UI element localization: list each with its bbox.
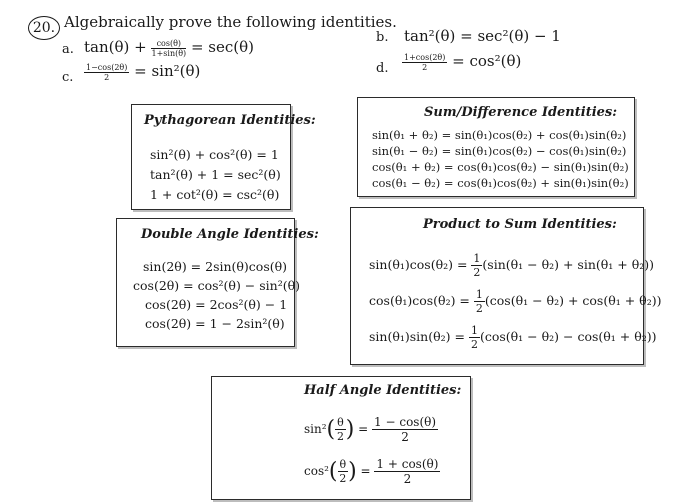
sum-difference-line-1: sin(θ₁ + θ₂) = sin(θ₁)cos(θ₂) + cos(θ₁)sin(θ₂) — [372, 128, 627, 142]
half-angle-line-2-frac — [374, 457, 440, 486]
half-angle-line-1-frac — [372, 415, 438, 444]
half-angle-line-2-den: 2 — [403, 472, 412, 486]
part-d-frac-den: 2 — [422, 62, 428, 72]
product-to-sum-title: Product to Sum Identities: — [423, 217, 617, 232]
pts-line-1-lhs: sin(θ₁)cos(θ₂) = — [369, 257, 468, 272]
product-to-sum-identities-box — [350, 207, 662, 365]
part-c-frac-den: 2 — [104, 72, 110, 82]
pts-line-1-rhs: (sin(θ₁ − θ₂) + sin(θ₁ + θ₂)) — [482, 257, 655, 272]
part-d-fraction — [402, 53, 447, 72]
half-angle-identities-box — [211, 376, 471, 500]
part-a-expression — [84, 38, 254, 58]
double-angle-line-3: cos(2θ) = 2cos²(θ) − 1 — [145, 297, 288, 312]
pts-line-2-half-num: 1 — [475, 288, 483, 301]
pythagorean-line-1: sin²(θ) + cos²(θ) = 1 — [150, 147, 279, 162]
half-angle-line-2-fn: cos² — [304, 464, 329, 478]
pythagorean-line-3: 1 + cot²(θ) = csc²(θ) — [150, 187, 280, 202]
pts-line-2-half — [474, 288, 485, 315]
pythagorean-identities-box — [131, 104, 316, 210]
pts-line-1-half-num: 1 — [473, 252, 481, 265]
pts-line-3-rhs: (cos(θ₁ − θ₂) − cos(θ₁ + θ₂)) — [479, 329, 657, 344]
part-c-rhs: = sin²(θ) — [134, 62, 201, 80]
problem-heading: Algebraically prove the following identities. — [64, 13, 397, 31]
product-to-sum-line-1 — [369, 252, 654, 279]
double-angle-title: Double Angle Identities: — [141, 227, 319, 242]
part-d-frac-num: 1+cos(2θ) — [404, 52, 446, 62]
double-angle-line-2: cos(2θ) = cos²(θ) − sin²(θ) — [133, 278, 300, 293]
part-c-label: c. — [62, 70, 74, 85]
part-b-label: b. — [376, 30, 389, 45]
part-c-fraction — [84, 63, 129, 82]
sum-difference-line-3: cos(θ₁ + θ₂) = cos(θ₁)cos(θ₂) − sin(θ₁)sin(θ₂) — [372, 160, 629, 174]
half-angle-line-1-num: 1 − cos(θ) — [374, 415, 437, 429]
pythagorean-line-2: tan²(θ) + 1 = sec²(θ) — [150, 167, 281, 182]
pythagorean-title: Pythagorean Identities: — [144, 113, 316, 128]
half-angle-title: Half Angle Identities: — [304, 383, 462, 398]
product-to-sum-line-2 — [369, 288, 661, 315]
part-d-expression — [402, 52, 521, 72]
pts-line-3-half-den: 2 — [470, 338, 478, 351]
part-a-lhs: tan(θ) + — [84, 38, 147, 56]
half-angle-line-2-arg — [338, 458, 349, 485]
double-angle-line-4: cos(2θ) = 1 − 2sin²(θ) — [145, 316, 285, 331]
pts-line-3-half-num: 1 — [470, 324, 478, 337]
part-d-rhs: = cos²(θ) — [452, 52, 522, 70]
part-b-expression: tan²(θ) = sec²(θ) − 1 — [404, 27, 561, 45]
half-angle-line-1-arg-num: θ — [337, 416, 344, 429]
half-angle-line-1-den: 2 — [401, 430, 409, 444]
pts-line-2-lhs: cos(θ₁)cos(θ₂) = — [369, 293, 470, 308]
part-a-fraction — [151, 39, 186, 58]
half-angle-line-1-arg-den: 2 — [336, 430, 344, 443]
part-a-frac-den: 1+sin(θ) — [151, 48, 187, 58]
half-angle-line-2-arg-num: θ — [339, 458, 347, 471]
sum-difference-line-4: cos(θ₁ − θ₂) = cos(θ₁)cos(θ₂) + sin(θ₁)sin(θ₂) — [372, 176, 629, 190]
half-angle-line-1-arg — [335, 416, 346, 443]
problem-number: 20. — [28, 16, 60, 40]
half-angle-line-2-arg-den: 2 — [339, 472, 347, 485]
pts-line-2-rhs: (cos(θ₁ − θ₂) + cos(θ₁ + θ₂)) — [484, 293, 662, 308]
pts-line-1-half-den: 2 — [473, 266, 481, 279]
pts-line-2-half-den: 2 — [475, 302, 483, 315]
sum-difference-identities-box — [357, 97, 635, 197]
part-c-frac-num: 1−cos(2θ) — [86, 62, 128, 72]
part-a-rhs: = sec(θ) — [190, 38, 254, 56]
half-angle-line-2: cos²( $\frac{\theta}{2}$ ) = $\frac{1 + \cos(\theta)}{2}$ — [304, 457, 439, 486]
half-angle-line-2-num: 1 + cos(θ) — [376, 457, 439, 471]
part-d-label: d. — [376, 61, 389, 76]
pts-line-3-half — [469, 324, 480, 351]
part-c-expression — [84, 62, 200, 82]
half-angle-line-1-fn: sin² — [304, 422, 327, 436]
double-angle-identities-box — [116, 218, 319, 347]
part-a-label: a. — [62, 42, 74, 57]
sum-difference-title: Sum/Difference Identities: — [424, 105, 618, 120]
half-angle-line-1: sin²( $\frac{\theta}{2}$ ) = $\frac{1 - \cos(\theta)}{2}$ — [304, 415, 437, 444]
pts-line-3-lhs: sin(θ₁)sin(θ₂) = — [369, 329, 465, 344]
pts-line-1-half — [471, 252, 482, 279]
double-angle-line-1: sin(2θ) = 2sin(θ)cos(θ) — [143, 259, 288, 274]
product-to-sum-line-3 — [369, 324, 657, 351]
part-a-frac-num: cos(θ) — [151, 39, 186, 49]
sum-difference-line-2: sin(θ₁ − θ₂) = sin(θ₁)cos(θ₂) − cos(θ₁)sin(θ₂) — [372, 144, 627, 158]
